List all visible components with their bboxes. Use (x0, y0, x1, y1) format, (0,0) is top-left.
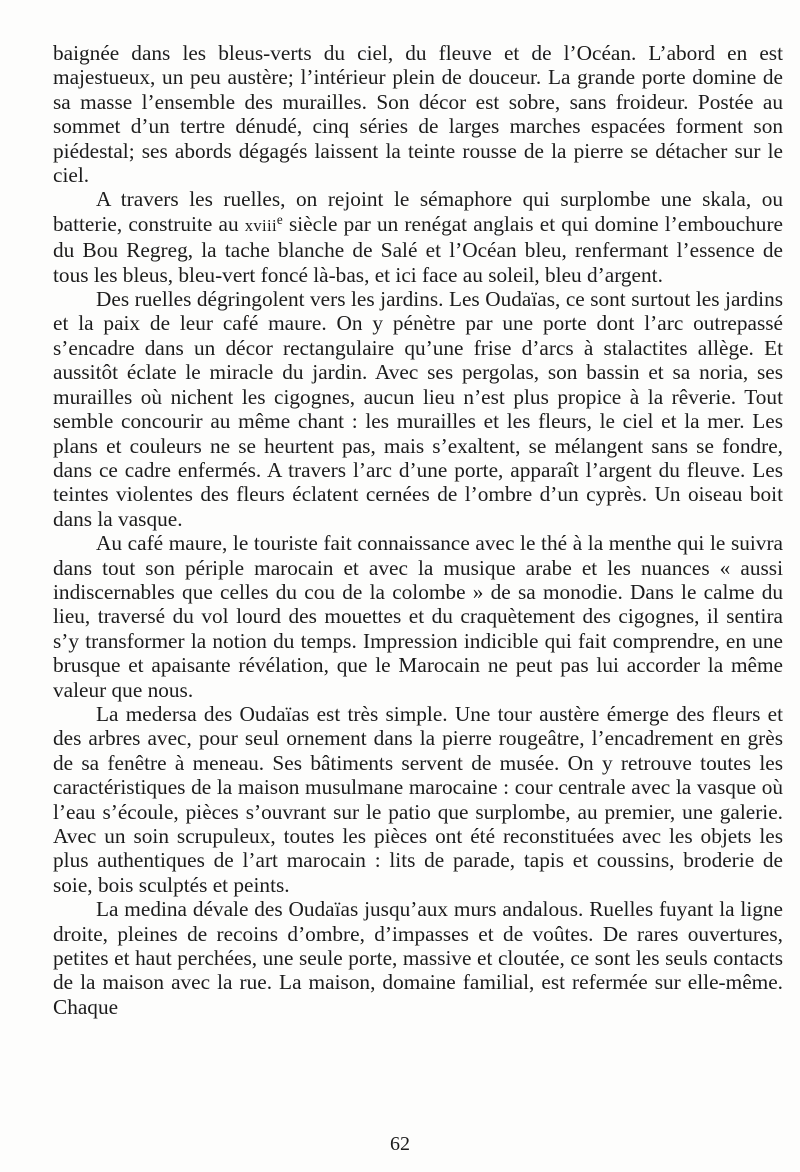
paragraph-3: Des ruelles dégringolent vers les jardins. Les Oudaïas, ce sont surtout les jardins et la paix de leur café maure. On y pénètre par une porte dont l’arc outrepassé s’encadre dans un décor rectangulaire qu’une frise d’arcs à stalactites allège. Et aussitôt éclate le miracle du jardin. Avec ses pergolas, son bassin et sa noria, ses murailles où nichent les cigognes, aucun lieu n’est plus propice à la rêverie. Tout semble concourir au même chant : les murailles et les fleurs, le ciel et la mer. Les plans et couleurs ne se heurtent pas, mais s’exaltent, se mélangent sans se fondre, dans ce cadre enfermés. A travers l’arc d’une porte, apparaît l’argent du fleuve. Les teintes violentes des fleurs éclatent cernées de l’ombre d’un cyprès. Un oiseau boit dans la vasque. (53, 287, 783, 531)
paragraph-2-text-after: siècle par un renégat anglais et qui domine l’embouchure du Bou Regreg, la tache blanche de Salé et l’Océan bleu, renfermant l’essence de tous les bleus, bleu-vert foncé là-bas, et ici face au soleil, bleu d’argent. (53, 211, 783, 287)
paragraph-6: La medina dévale des Oudaïas jusqu’aux murs andalous. Ruelles fuyant la ligne droite, pleines de recoins d’ombre, d’impasses et de voûtes. De rares ouvertures, petites et haut perchées, une seule porte, massive et cloutée, ce sont les seuls contacts de la maison avec la rue. La maison, domaine familial, est refermée sur elle-même. Chaque (53, 897, 783, 1019)
century-superscript: e (276, 211, 283, 227)
paragraph-4: Au café maure, le touriste fait connaissance avec le thé à la menthe qui le suivra dans tout son périple marocain et avec la musique arabe et les nuances « aussi indiscernables que celles du cou de la colombe » de sa monodie. Dans le calme du lieu, traversé du vol lourd des mouettes et du craquètement des cigognes, il sentira s’y transformer la notion du temps. Impression indicible qui fait comprendre, en une brusque et apaisante révélation, que le Marocain ne peut pas lui accorder la même valeur que nous. (53, 531, 783, 702)
body-text (53, 41, 783, 1019)
page-number: 62 (390, 1133, 410, 1155)
paragraph-2-text-before: A travers les ruelles, on rejoint le sémaphore qui surplombe une skala, ou batterie, construite au (53, 187, 783, 236)
paragraph-2 (53, 187, 783, 287)
paragraph-1: baignée dans les bleus-verts du ciel, du fleuve et de l’Océan. L’abord en est majestueux, un peu austère; l’intérieur plein de douceur. La grande porte domine de sa masse l’ensemble des murailles. Son décor est sobre, sans froideur. Postée au sommet d’un tertre dénudé, cinq séries de larges marches espacées forment son piédestal; ses abords dégagés laissent la teinte rousse de la pierre se détacher sur le ciel. (53, 41, 783, 188)
paragraph-5: La medersa des Oudaïas est très simple. Une tour austère émerge des fleurs et des arbres avec, pour seul ornement dans la pierre rougeâtre, l’encadrement en grès de sa fenêtre à meneau. Ses bâtiments servent de musée. On y retrouve toutes les caractéristiques de la maison musulmane marocaine : cour centrale avec la vasque où l’eau s’écoule, pièces s’ouvrant sur le patio que surplombe, au premier, une galerie. Avec un soin scrupuleux, toutes les pièces ont été reconstituées avec les objets les plus authentiques de l’art marocain : lits de parade, tapis et coussins, broderie de soie, bois sculptés et peints. (53, 701, 783, 897)
century-numeral: xviii (244, 215, 277, 235)
